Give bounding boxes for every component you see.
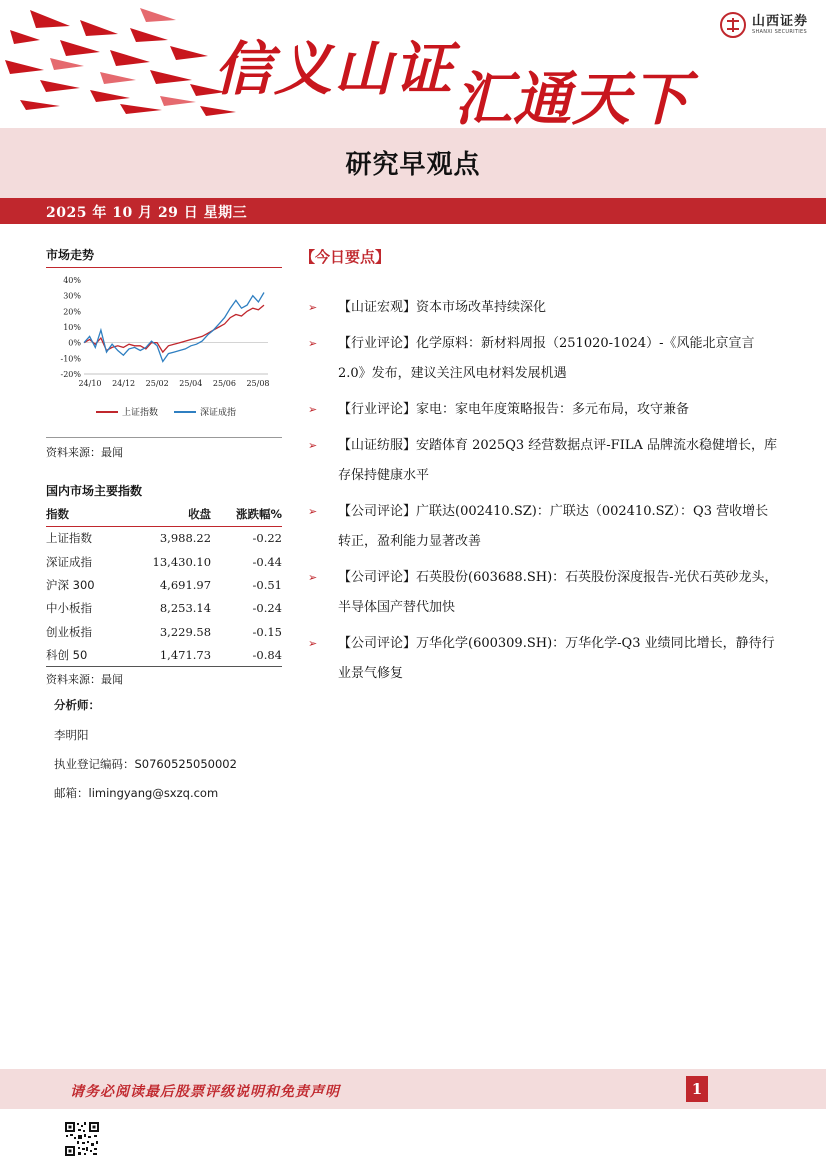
index-name: 科创 50	[46, 643, 121, 666]
index-table	[46, 501, 282, 667]
list-item[interactable]	[300, 629, 780, 689]
list-item[interactable]	[300, 563, 780, 623]
company-logo	[720, 12, 808, 38]
title-band	[0, 128, 826, 198]
key-point-text: 【公司评论】万华化学(600309.SH)：万华化学-Q3 业绩同比增长，静待行业景气修复	[338, 636, 775, 681]
left-column	[46, 246, 282, 814]
analyst-name: 李明阳	[54, 728, 89, 743]
x-tick-label: 25/02	[145, 379, 169, 388]
report-date: 2025 年 10 月 29 日 星期三	[46, 205, 248, 221]
index-name: 中小板指	[46, 601, 92, 616]
logo-name-en: SHANXI SECURITIES	[751, 29, 807, 35]
analyst-license: 执业登记编码：S0760525050002	[54, 757, 237, 772]
x-tick-label: 25/04	[179, 379, 203, 388]
index-change: -0.84	[211, 643, 282, 666]
y-tick-label: 20%	[63, 307, 81, 317]
table-row	[46, 573, 282, 596]
index-name: 上证指数	[46, 531, 92, 546]
arrow-bullet-icon: ➢	[308, 337, 318, 350]
trend-chart-svg	[46, 272, 282, 438]
index-change: -0.51	[252, 577, 282, 592]
table-row	[46, 643, 282, 666]
list-item[interactable]	[300, 431, 780, 491]
col-header-index: 指数	[46, 501, 121, 527]
index-change: -0.44	[252, 554, 282, 569]
arrow-bullet-icon: ➢	[308, 637, 318, 650]
index-close: 4,691.97	[159, 577, 212, 592]
y-tick-label: 10%	[63, 323, 81, 332]
table-row	[46, 597, 282, 620]
key-points-list	[300, 293, 780, 689]
arrow-bullet-icon: ➢	[308, 505, 318, 518]
market-trend-title: 市场走势	[46, 246, 282, 268]
arrow-bullet-icon: ➢	[308, 439, 318, 452]
qr-code-icon	[64, 1121, 100, 1157]
table-header-row	[46, 501, 282, 527]
index-close: 8,253.14	[159, 601, 212, 616]
date-bar	[0, 198, 826, 224]
slogan-part-a: 信义山证	[214, 35, 455, 103]
index-close: 13,430.10	[152, 554, 212, 569]
key-point-text: 【公司评论】广联达(002410.SZ)：广联达（002410.SZ）：Q3 营收增长转正，盈利能力显著改善	[338, 504, 769, 549]
index-change: -0.22	[252, 531, 282, 546]
analyst-email[interactable]: 邮箱：limingyang@sxzq.com	[54, 786, 219, 801]
legend-label: 上证指数	[122, 408, 159, 418]
logo-mark-icon	[720, 12, 746, 38]
index-name: 创业板指	[46, 624, 92, 639]
x-tick-label: 25/06	[212, 379, 236, 388]
key-point-text: 【山证纺服】安踏体育 2025Q3 经营数据点评-FILA 品牌流水稳健增长，库存保持健康水平	[338, 438, 777, 483]
x-tick-label: 25/08	[246, 379, 270, 388]
col-header-close: 收盘	[121, 501, 211, 527]
index-name: 深证成指	[46, 554, 92, 569]
index-close: 1,471.73	[121, 643, 211, 666]
table-row	[46, 620, 282, 643]
col-header-change: 涨跌幅%	[211, 501, 282, 527]
key-point-text: 【行业评论】家电：家电年度策略报告：多元布局，攻守兼备	[338, 402, 690, 417]
disclaimer-text: 请务必阅读最后股票评级说明和免责声明	[70, 1084, 340, 1100]
index-table-title: 国内市场主要指数	[46, 484, 143, 498]
x-tick-label: 24/12	[112, 379, 136, 388]
index-change: -0.24	[252, 601, 282, 616]
table-row	[46, 550, 282, 573]
table-row	[46, 527, 282, 550]
list-item[interactable]	[300, 293, 780, 323]
index-section	[46, 482, 282, 687]
footer-band	[0, 1069, 826, 1109]
index-name: 沪深 300	[46, 577, 95, 592]
x-tick-label: 24/10	[78, 379, 102, 388]
list-item[interactable]	[300, 497, 780, 557]
y-tick-label: 0%	[68, 338, 81, 348]
page-title: 研究早观点	[345, 150, 481, 180]
arrow-bullet-icon: ➢	[308, 571, 318, 584]
arrow-bullet-icon: ➢	[308, 403, 318, 416]
list-item[interactable]	[300, 329, 780, 389]
index-close: 3,988.22	[159, 531, 212, 546]
series-line-shenzheng	[84, 293, 264, 362]
index-change: -0.15	[252, 624, 282, 639]
table-source: 资料来源：最闻	[46, 673, 123, 687]
y-tick-label: -10%	[60, 354, 81, 364]
key-points-title: 【今日要点】	[300, 248, 391, 266]
analyst-info	[46, 697, 282, 801]
y-tick-label: -20%	[60, 370, 81, 379]
y-tick-label: 30%	[63, 291, 81, 301]
right-column	[300, 246, 780, 695]
key-point-text: 【山证宏观】资本市场改革持续深化	[338, 300, 547, 315]
page-number: 1	[686, 1076, 708, 1102]
chart-source: 资料来源：最闻	[46, 446, 123, 459]
y-tick-label: 40%	[63, 276, 81, 285]
logo-name-cn: 山西证券	[751, 14, 808, 29]
list-item[interactable]	[300, 395, 780, 425]
analyst-label: 分析师：	[54, 698, 100, 713]
key-point-text: 【行业评论】化学原料：新材料周报（251020-1024）-《风能北京宣言 2.0》发布，建议关注风电材料发展机遇	[338, 336, 755, 381]
slogan-part-b: 汇通天下	[454, 65, 691, 128]
header-banner	[0, 0, 826, 128]
key-point-text: 【公司评论】石英股份(603688.SH)：石英股份深度报告-光伏石英砂龙头，半导体国产替代加快	[338, 570, 778, 615]
arrow-bullet-icon: ➢	[308, 301, 318, 314]
index-close: 3,229.58	[159, 624, 212, 639]
market-trend-chart	[46, 272, 282, 438]
legend-label: 深证成指	[200, 408, 237, 418]
